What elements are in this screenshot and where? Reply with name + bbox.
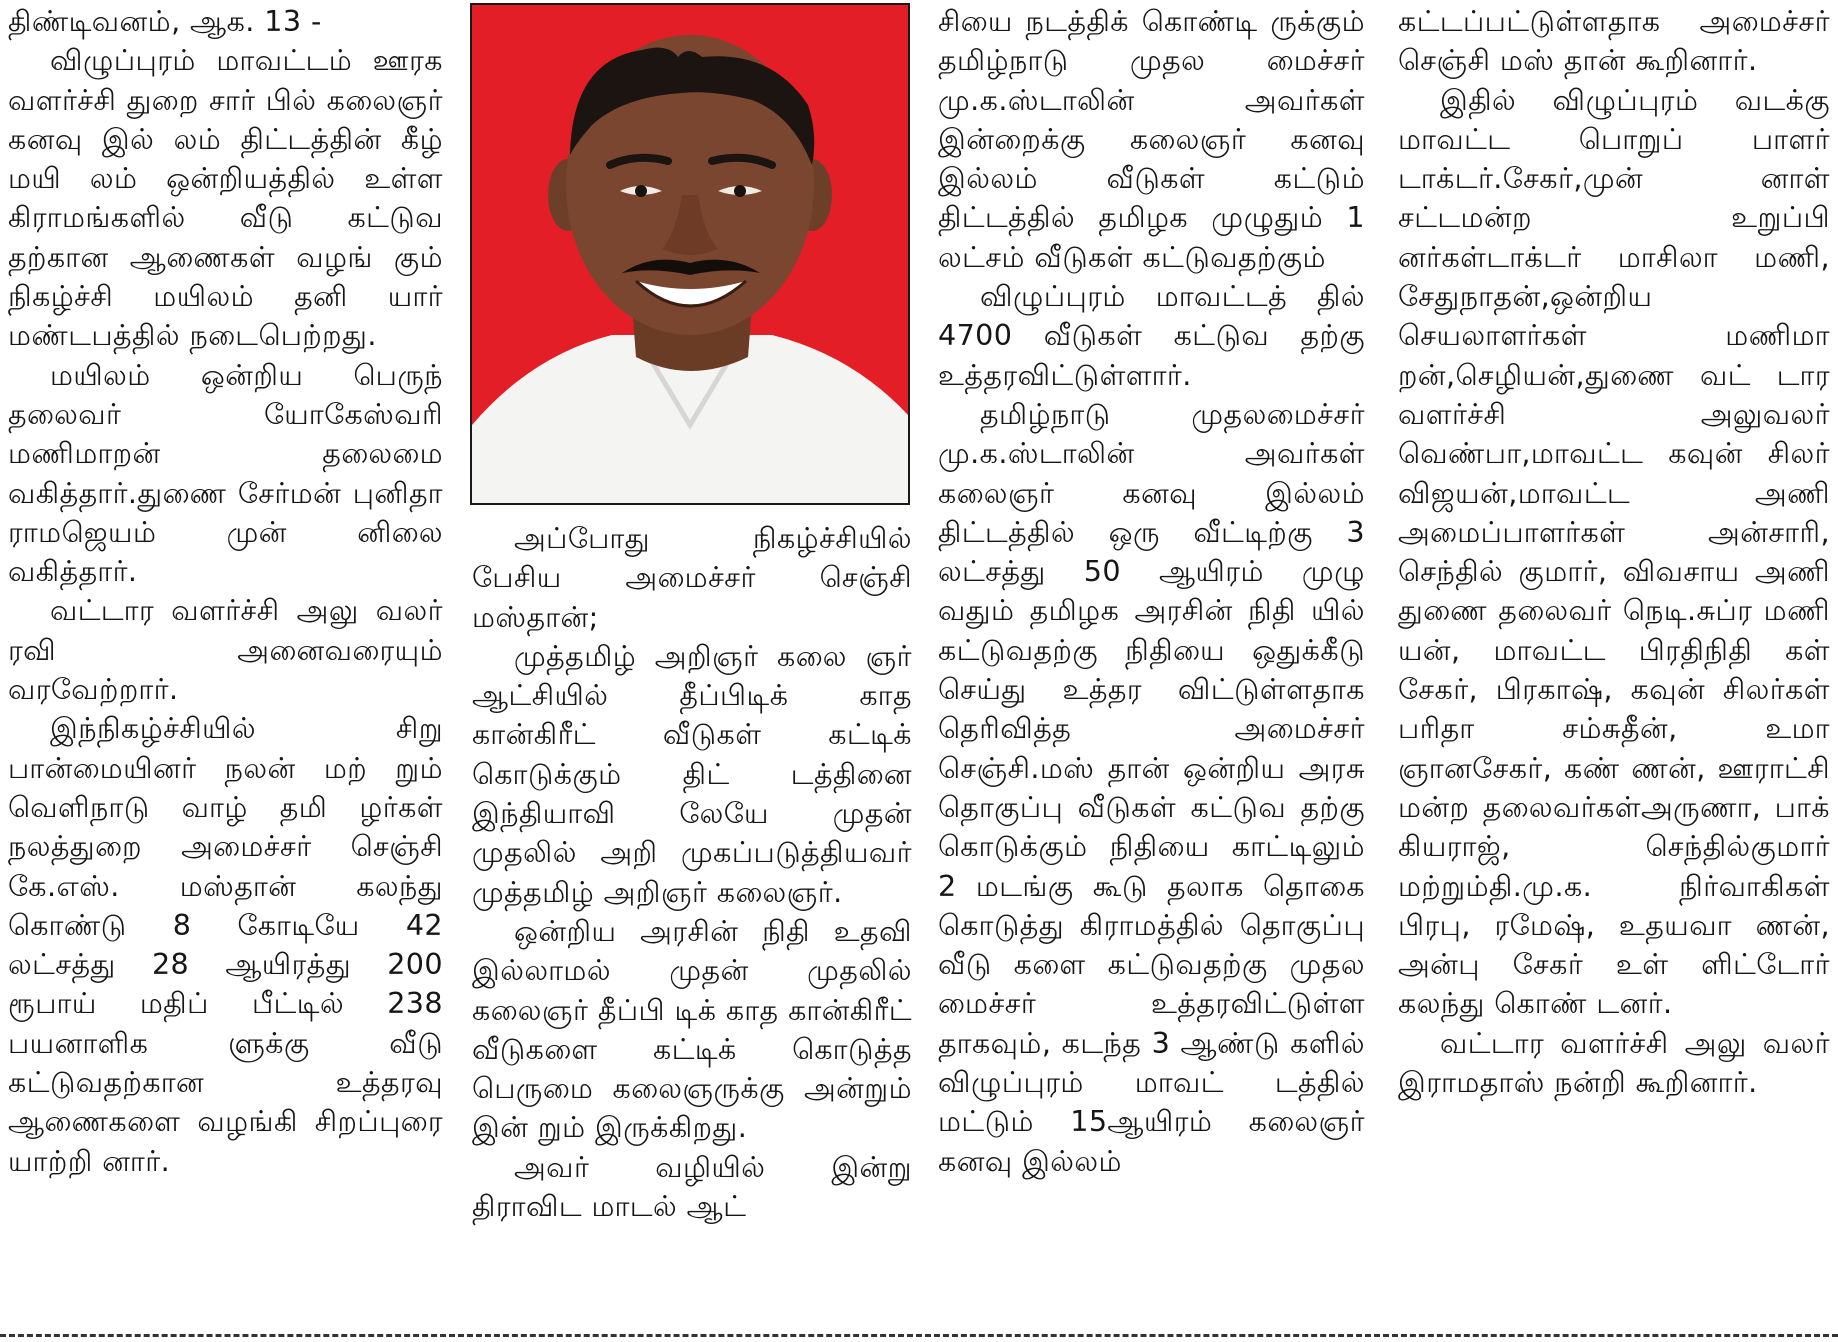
paragraph: அவர் வழியில் இன்று திராவிட மாடல் ஆட் [472,1149,912,1224]
article-column-4 [1398,2,1830,1102]
paragraph: ஒன்றிய அரசின் நிதி உதவி இல்லாமல் முதன் முதலில் கலைஞர் தீப்பி டிக் காத கான்கிரீட் வீடுகளை கட்டிக் கொடுத்த பெருமை கலைஞருக்கு அன்றும் இன் றும் இருக்கிறது. [472,913,912,1145]
dashed-divider [0,1334,1838,1337]
paragraph: விழுப்புரம் மாவட்டத் தில் 4700 வீடுகள் கட்டுவ தற்கு உத்தரவிட்டுள்ளார். [938,279,1365,392]
paragraph: மயிலம் ஒன்றிய பெருந் தலைவர் யோகேஸ்வரி மணிமாறன் தலைமை வகித்தார்.துணை சேர்மன் புனிதா ராமஜெயம் முன் னிலை வகித்தார். [8,357,443,589]
paragraph: விழுப்புரம் மாவட்டம் ஊரக வளர்ச்சி துறை சார் பில் கலைஞர் கனவு இல் லம் திட்டத்தின் கீழ் மயி லம் ஒன்றியத்தில் உள்ள கிராமங்களில் வீடு கட்டுவ தற்கான ஆணைகள் வழங் கும் நிகழ்ச்சி மயிலம் தனி யார் மண்டபத்தில் நடைபெற்றது. [8,43,443,353]
article-column-1 [8,2,443,1181]
article-column-3 [938,2,1365,1181]
paragraph: வட்டார வளர்ச்சி அலு வலர் இராமதாஸ் நன்றி கூறினார். [1398,1025,1830,1100]
article-column-2 [472,519,912,1226]
paragraph: கட்டப்பட்டுள்ளதாக அமைச்சர் செஞ்சி மஸ் தான் கூறினார். [1398,4,1830,78]
portrait-photo [470,3,910,505]
dateline: திண்டிவனம், ஆக. 13 - [8,4,322,38]
paragraph: முத்தமிழ் அறிஞர் கலை ஞர் ஆட்சியில் தீப்பிடிக் காத கான்கிரீட் வீடுகள் கட்டிக் கொடுக்கும் திட் டத்தினை இந்தியாவி லேயே முதன் முதலில் அறி முகப்படுத்தியவர் முத்தமிழ் அறிஞர் கலைஞர். [472,638,912,909]
paragraph: சியை நடத்திக் கொண்டி ருக்கும் தமிழ்நாடு முதல மைச்சர் மு.க.ஸ்டாலின் அவர்கள் இன்றைக்கு கலைஞர் கனவு இல்லம் வீடுகள் கட்டும் திட்டத்தில் தமிழக முழுதும் 1 லட்சம் வீடுகள் கட்டுவதற்கும் [938,4,1365,274]
paragraph: தமிழ்நாடு முதலமைச்சர் மு.க.ஸ்டாலின் அவர்கள் கலைஞர் கனவு இல்லம் திட்டத்தில் ஒரு வீட்டிற்கு 3 லட்சத்து 50 ஆயிரம் முழு வதும் தமிழக அரசின் நிதி யில் கட்டுவதற்கு நிதியை ஒதுக்கீடு செய்து உத்தர விட்டுள்ளதாக தெரிவித்த அமைச்சர் செஞ்சி.மஸ் தான் ஒன்றிய அரசு தொகுப்பு வீடுகள் கட்டுவ தற்கு கொடுக்கும் நிதியை காட்டிலும் 2 மடங்கு கூடு தலாக தொகை கொடுத்து கிராமத்தில் தொகுப்பு வீடு களை கட்டுவதற்கு முதல மைச்சர் உத்தரவிட்டுள்ள தாகவும், கடந்த 3 ஆண்டு களில் விழுப்புரம் மாவட் டத்தில் மட்டும் 15ஆயிரம் கலைஞர் கனவு இல்லம் [938,396,1365,1178]
paragraph: வட்டார வளர்ச்சி அலு வலர் ரவி அனைவரையும் வரவேற்றார். [8,593,443,707]
paragraph: அப்போது நிகழ்ச்சியில் பேசிய அமைச்சர் செஞ்சி மஸ்தான்; [472,521,912,634]
paragraph: இதில் விழுப்புரம் வடக்கு மாவட்ட பொறுப் பாளர் டாக்டர்.சேகர்,முன் னாள் சட்டமன்ற உறுப்பி னர்கள்டாக்டர் மாசிலா மணி, சேதுநாதன்,ஒன்றிய செயலாளர்கள் மணிமா றன்,செழியன்,துணை வட் டார வளர்ச்சி அலுவலர் வெண்பா,மாவட்ட கவுன் சிலர் விஜயன்,மாவட்ட அணி அமைப்பாளர்கள் அன்சாரி, செந்தில் குமார், விவசாய அணி துணை தலைவர் நெடி.சுப்ர மணி யன், மாவட்ட பிரதிநிதி கள் சேகர், பிரகாஷ், கவுன் சிலர்கள் பரிதா சம்சுதீன், உமா ஞானசேகர், கண் ணன், ஊராட்சி மன்ற தலைவர்கள்அருணா, பாக் கியராஜ், செந்தில்குமார் மற்றும்தி.மு.க. நிர்வாகிகள் பிரபு, ரமேஷ், உதயவா ணன், அன்பு சேகர் உள் ளிட்டோர் கலந்து கொண் டனர். [1398,82,1830,1021]
paragraph: இந்நிகழ்ச்சியில் சிறு பான்மையினர் நலன் மற் றும் வெளிநாடு வாழ் தமி ழர்கள் நலத்துறை அமைச்சர் செஞ்சி கே.எஸ். மஸ்தான் கலந்து கொண்டு 8 கோடியே 42 லட்சத்து 28 ஆயிரத்து 200 ரூபாய் மதிப் பீட்டில் 238 பயனாளிக ளுக்கு வீடு கட்டுவதற்கான உத்தரவு ஆணைகளை வழங்கி சிறப்புரை யாற்றி னார். [8,711,443,1178]
